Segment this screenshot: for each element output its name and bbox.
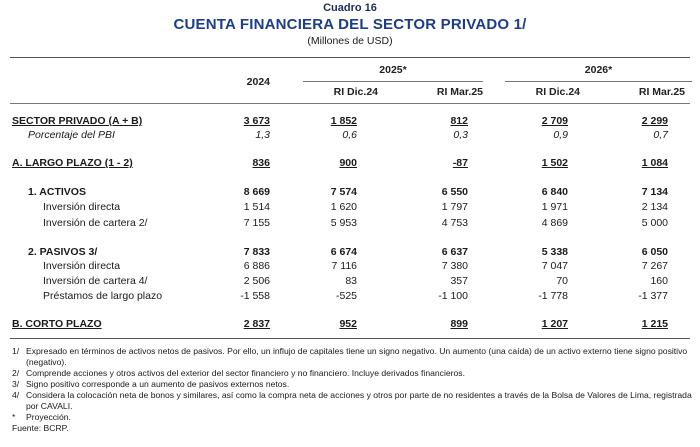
table-row bbox=[0, 201, 700, 216]
cell-2026-ridic24: 7 047 bbox=[541, 260, 568, 272]
footnote-text: Comprende acciones y otros activos del exterior del sector financiero y no financiero. Incluye derivados financieros. bbox=[26, 368, 465, 378]
footnote-key: 1/ bbox=[12, 346, 20, 356]
col-2025-rimar25-header: RI Mar.25 bbox=[436, 86, 483, 98]
row-label: Inversión de cartera 4/ bbox=[43, 275, 148, 287]
cell-2025-rimar25: 812 bbox=[450, 115, 468, 127]
cell-2025-rimar25: -1 100 bbox=[438, 290, 468, 302]
footnote-text: Expresado en términos de activos netos de pasivos. Por ello, un influjo de capitales tiene un signo negativo. Un aumento (una caída) de un activo externo tiene signo positivo (negativo). bbox=[26, 346, 688, 367]
cell-2026-ridic24: 0,9 bbox=[553, 129, 568, 141]
footnote bbox=[12, 368, 692, 379]
cell-2025-ridic24: -525 bbox=[335, 290, 357, 302]
cell-2026-rimar25: 1 084 bbox=[641, 157, 668, 169]
cell-2026-rimar25: 0,7 bbox=[653, 129, 668, 141]
cell-2024: 3 673 bbox=[243, 115, 270, 127]
cell-2024: -1 558 bbox=[240, 290, 270, 302]
footnotes bbox=[12, 346, 692, 434]
cell-2026-ridic24: 70 bbox=[556, 275, 568, 287]
row-label: Porcentaje del PBI bbox=[28, 129, 115, 141]
table-row bbox=[0, 129, 700, 144]
cell-2024: 1,3 bbox=[255, 129, 270, 141]
footnote bbox=[12, 346, 692, 368]
cell-2025-ridic24: 7 574 bbox=[330, 186, 357, 198]
col-2026-ridic24-header: RI Dic.24 bbox=[535, 86, 580, 98]
table-row bbox=[0, 260, 700, 275]
group-2026-rule bbox=[505, 81, 692, 82]
row-label: Inversión directa bbox=[43, 201, 121, 213]
cell-2025-ridic24: 0,6 bbox=[342, 129, 357, 141]
footnote-text: Signo positivo corresponde a un aumento de pasivos externos netos. bbox=[26, 379, 290, 389]
col-2024-header: 2024 bbox=[246, 76, 270, 88]
cell-2024: 7 833 bbox=[243, 246, 270, 258]
page-subtitle: (Millones de USD) bbox=[307, 35, 393, 47]
cell-2026-ridic24: 4 869 bbox=[541, 217, 568, 229]
header-bottom-rule bbox=[10, 103, 690, 104]
table-row bbox=[0, 217, 700, 232]
row-label: 1. ACTIVOS bbox=[28, 186, 86, 198]
cell-2026-rimar25: 5 000 bbox=[641, 217, 668, 229]
cell-2026-rimar25: 1 215 bbox=[641, 318, 668, 330]
table-row bbox=[0, 186, 700, 201]
cell-2025-rimar25: 6 550 bbox=[441, 186, 468, 198]
col-2025-ridic24-header: RI Dic.24 bbox=[333, 86, 378, 98]
cell-2024: 836 bbox=[252, 157, 270, 169]
cell-2026-rimar25: 6 050 bbox=[641, 246, 668, 258]
cell-2026-ridic24: 1 971 bbox=[541, 201, 568, 213]
row-label: SECTOR PRIVADO (A + B) bbox=[12, 115, 143, 127]
cell-2026-ridic24: -1 778 bbox=[538, 290, 568, 302]
cell-2026-rimar25: 7 134 bbox=[641, 186, 668, 198]
cell-2025-ridic24: 83 bbox=[345, 275, 357, 287]
cell-2024: 2 837 bbox=[243, 318, 270, 330]
row-label: B. CORTO PLAZO bbox=[12, 318, 102, 330]
cell-2025-rimar25: 1 797 bbox=[441, 201, 468, 213]
cell-2026-rimar25: 2 299 bbox=[641, 115, 668, 127]
row-label: 2. PASIVOS 3/ bbox=[28, 246, 98, 258]
table-row bbox=[0, 157, 700, 172]
cell-2025-rimar25: 357 bbox=[450, 275, 468, 287]
footnote bbox=[12, 412, 692, 423]
cell-2025-rimar25: 899 bbox=[450, 318, 468, 330]
group-2025-rule bbox=[303, 81, 483, 82]
table-row bbox=[0, 115, 700, 130]
cell-2024: 1 514 bbox=[243, 201, 270, 213]
cell-2026-rimar25: -1 377 bbox=[638, 290, 668, 302]
footnote-key: * bbox=[12, 412, 16, 422]
cell-2024: 6 886 bbox=[243, 260, 270, 272]
footnote-text: Proyección. bbox=[26, 412, 71, 422]
col-2026-group-header: 2026* bbox=[584, 64, 613, 76]
table-bottom-rule bbox=[10, 338, 690, 339]
cell-2024: 8 669 bbox=[243, 186, 270, 198]
footnote-key: 3/ bbox=[12, 379, 20, 389]
cell-2026-ridic24: 1 502 bbox=[541, 157, 568, 169]
cell-2026-rimar25: 2 134 bbox=[641, 201, 668, 213]
cell-2026-rimar25: 7 267 bbox=[641, 260, 668, 272]
cell-2025-rimar25: 6 637 bbox=[441, 246, 468, 258]
col-2025-group-header: 2025* bbox=[379, 64, 407, 76]
top-rule bbox=[10, 57, 690, 58]
cell-2026-ridic24: 2 709 bbox=[541, 115, 568, 127]
row-label: Préstamos de largo plazo bbox=[43, 290, 163, 302]
source-note: Fuente: BCRP. bbox=[12, 423, 69, 433]
cell-2025-rimar25: 0,3 bbox=[453, 129, 468, 141]
cell-2025-rimar25: -87 bbox=[452, 157, 468, 169]
table-row bbox=[0, 318, 700, 333]
footnote-text: Considera la colocación neta de bonos y similares, así como la compra neta de acciones y otros por parte de no residentes a través de la Bolsa de Valores de Lima, registrada por CAVALI. bbox=[26, 390, 692, 411]
cell-2025-ridic24: 1 852 bbox=[330, 115, 357, 127]
table-number: Cuadro 16 bbox=[323, 2, 377, 14]
cell-2024: 2 506 bbox=[243, 275, 270, 287]
cell-2026-ridic24: 5 338 bbox=[541, 246, 568, 258]
row-label: Inversión de cartera 2/ bbox=[43, 217, 148, 229]
cell-2025-ridic24: 1 620 bbox=[330, 201, 357, 213]
footnote bbox=[12, 379, 692, 390]
page-title: CUENTA FINANCIERA DEL SECTOR PRIVADO 1/ bbox=[173, 16, 527, 33]
cell-2025-ridic24: 5 953 bbox=[330, 217, 357, 229]
cell-2025-rimar25: 4 753 bbox=[441, 217, 468, 229]
table-row bbox=[0, 290, 700, 305]
cell-2025-ridic24: 7 116 bbox=[331, 260, 357, 272]
row-label: Inversión directa bbox=[43, 260, 121, 272]
footnote-key: 4/ bbox=[12, 390, 20, 400]
cell-2026-ridic24: 1 207 bbox=[541, 318, 568, 330]
footnote-key: 2/ bbox=[12, 368, 20, 378]
row-label: A. LARGO PLAZO (1 - 2) bbox=[12, 157, 133, 169]
table-row bbox=[0, 275, 700, 290]
cell-2026-rimar25: 160 bbox=[650, 275, 668, 287]
table-row bbox=[0, 246, 700, 261]
footnote bbox=[12, 390, 692, 412]
cell-2025-rimar25: 7 380 bbox=[441, 260, 468, 272]
cell-2026-ridic24: 6 840 bbox=[541, 186, 568, 198]
cell-2025-ridic24: 6 674 bbox=[330, 246, 357, 258]
cell-2025-ridic24: 952 bbox=[339, 318, 357, 330]
col-2026-rimar25-header: RI Mar.25 bbox=[638, 86, 685, 98]
cell-2025-ridic24: 900 bbox=[339, 157, 357, 169]
cell-2024: 7 155 bbox=[243, 217, 270, 229]
